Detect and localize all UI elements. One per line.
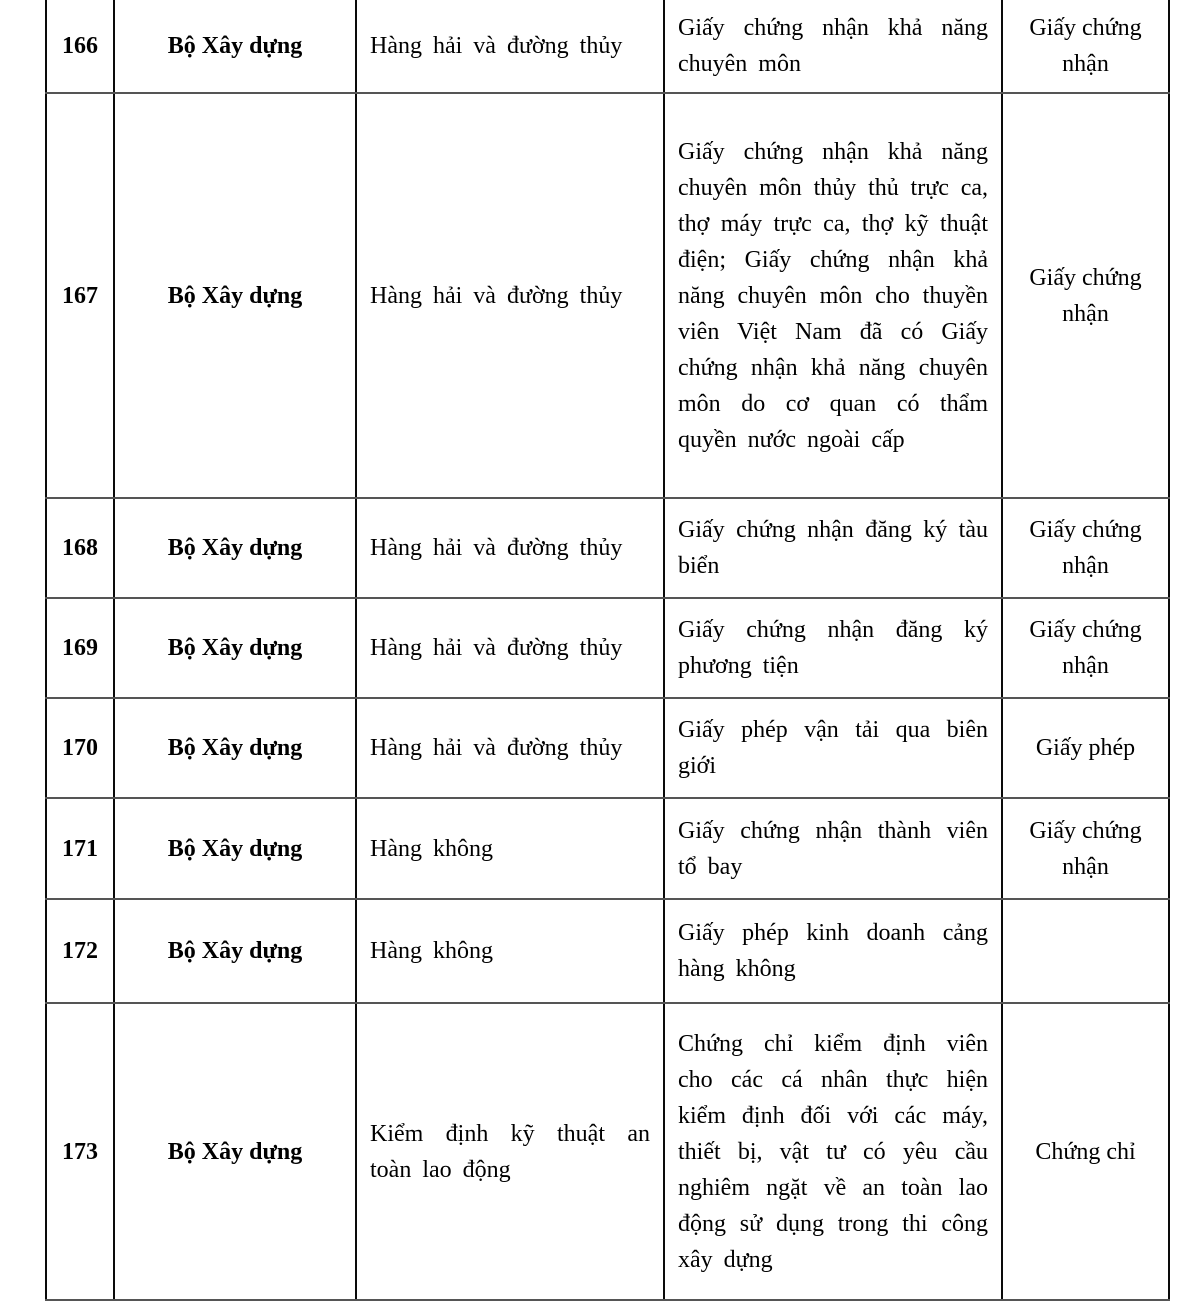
sector-cell: Hàng không [356, 798, 664, 899]
ministry-cell: Bộ Xây dựng [114, 93, 356, 498]
row-number-cell: 167 [46, 93, 114, 498]
sector-cell: Hàng không [356, 899, 664, 1003]
result-type-cell: Chứng chỉ [1002, 1003, 1169, 1300]
table-row [46, 1003, 1169, 1300]
procedure-cell: Giấy chứng nhận khả năng chuyên môn [664, 0, 1002, 93]
sector-cell: Kiểm định kỹ thuật an toàn lao động [356, 1003, 664, 1300]
sector-cell: Hàng hải và đường thủy [356, 598, 664, 698]
sector-cell: Hàng hải và đường thủy [356, 0, 664, 93]
table-row [46, 698, 1169, 798]
ministry-cell: Bộ Xây dựng [114, 498, 356, 598]
table-row [46, 93, 1169, 498]
row-number-cell: 171 [46, 798, 114, 899]
sector-cell: Hàng hải và đường thủy [356, 698, 664, 798]
procedure-cell: Giấy chứng nhận đăng ký phương tiện [664, 598, 1002, 698]
row-number-cell: 166 [46, 0, 114, 93]
result-type-cell: Giấy chứng nhận [1002, 498, 1169, 598]
sector-cell: Hàng hải và đường thủy [356, 93, 664, 498]
procedure-cell: Giấy chứng nhận thành viên tổ bay [664, 798, 1002, 899]
ministry-cell: Bộ Xây dựng [114, 899, 356, 1003]
procedure-cell: Giấy chứng nhận khả năng chuyên môn thủy thủ trực ca, thợ máy trực ca, thợ kỹ thuật điện; Giấy chứng nhận khả năng chuyên môn cho thuyền viên Việt Nam đã có Giấy chứng nhận khả năng chuyên môn do cơ quan có thẩm quyền nước ngoài cấp [664, 93, 1002, 498]
result-type-cell: Giấy chứng nhận [1002, 798, 1169, 899]
procedures-table [45, 0, 1170, 1301]
table-row [46, 899, 1169, 1003]
result-type-cell: Giấy chứng nhận [1002, 0, 1169, 93]
row-number-cell: 173 [46, 1003, 114, 1300]
row-number-cell: 169 [46, 598, 114, 698]
table-row [46, 598, 1169, 698]
row-number-cell: 168 [46, 498, 114, 598]
sector-cell: Hàng hải và đường thủy [356, 498, 664, 598]
procedure-cell: Giấy phép vận tải qua biên giới [664, 698, 1002, 798]
table-row [46, 0, 1169, 93]
procedure-cell: Chứng chỉ kiểm định viên cho các cá nhân thực hiện kiểm định đối với các máy, thiết bị, vật tư có yêu cầu nghiêm ngặt về an toàn lao động sử dụng trong thi công xây dựng [664, 1003, 1002, 1300]
procedure-cell: Giấy phép kinh doanh cảng hàng không [664, 899, 1002, 1003]
result-type-cell [1002, 899, 1169, 1003]
table-row [46, 798, 1169, 899]
row-number-cell: 172 [46, 899, 114, 1003]
ministry-cell: Bộ Xây dựng [114, 698, 356, 798]
ministry-cell: Bộ Xây dựng [114, 1003, 356, 1300]
result-type-cell: Giấy phép [1002, 698, 1169, 798]
result-type-cell: Giấy chứng nhận [1002, 93, 1169, 498]
ministry-cell: Bộ Xây dựng [114, 598, 356, 698]
row-number-cell: 170 [46, 698, 114, 798]
ministry-cell: Bộ Xây dựng [114, 798, 356, 899]
ministry-cell: Bộ Xây dựng [114, 0, 356, 93]
result-type-cell: Giấy chứng nhận [1002, 598, 1169, 698]
table-row [46, 498, 1169, 598]
procedure-cell: Giấy chứng nhận đăng ký tàu biển [664, 498, 1002, 598]
